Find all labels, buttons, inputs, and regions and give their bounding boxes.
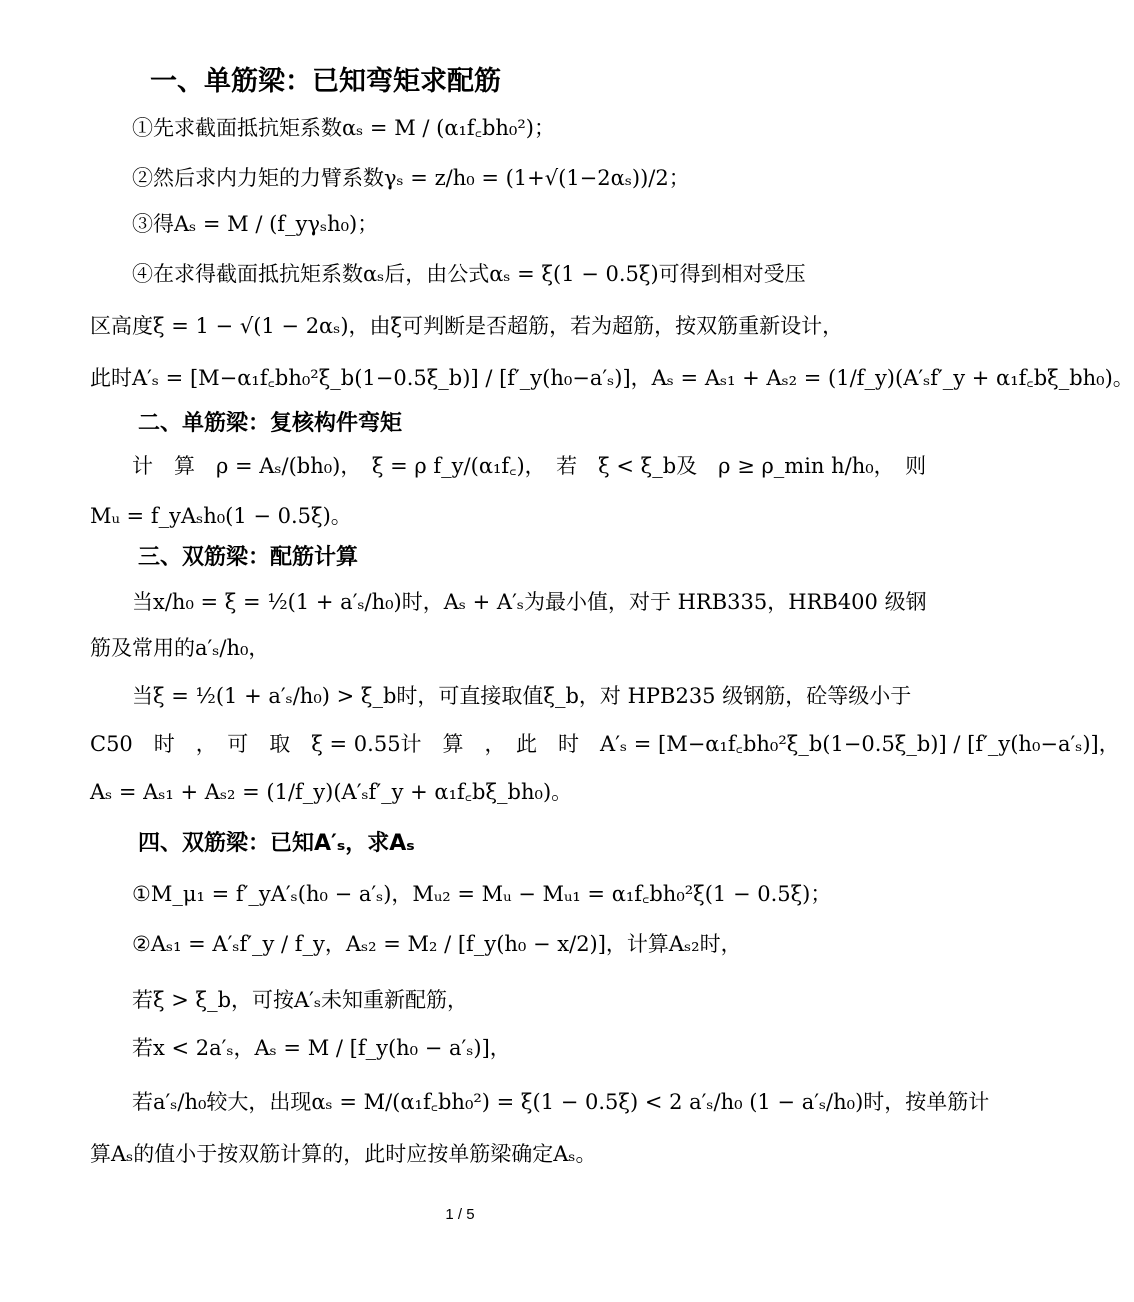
section-1-heading: 一、单筋梁：已知弯矩求配筋 [150,66,501,97]
s3-line2: 筋及常用的a′ₛ/h₀， [90,636,270,660]
s4-line5: 若a′ₛ/h₀较大，出现αₛ = M/(α₁f꜀bh₀²) = ξ(1 − 0.5ξ) < 2 a′ₛ/h₀ (1 − a′ₛ/h₀)时，按单筋计 [132,1090,990,1114]
s1-step4-line3: 此时A′ₛ = [M−α₁f꜀bh₀²ξ_b(1−0.5ξ_b)] / [f′_y(h₀−a′ₛ)]，Aₛ = Aₛ₁ + Aₛ₂ = (1/f_y)(A′ₛf′_y + α₁f꜀bξ_bh₀)。 [90,366,1134,390]
s3-line3: 当ξ = ½(1 + a′ₛ/h₀) > ξ_b时，可直接取值ξ_b，对 HPB235 级钢筋，砼等级小于 [132,684,912,708]
section-3-heading: 三、双筋梁：配筋计算 [138,545,359,570]
s4-line1: ①M_μ₁ = f′_yA′ₛ(h₀ − a′ₛ)，Mᵤ₂ = Mᵤ − Mᵤ₁ = α₁f꜀bh₀²ξ(1 − 0.5ξ)； [132,882,832,906]
s4-line3: 若ξ > ξ_b，可按A′ₛ未知重新配筋， [132,988,469,1012]
s4-line4: 若x < 2a′ₛ，Aₛ = M / [f_y(h₀ − a′ₛ)]， [132,1036,511,1060]
s1-step4-line1: ④在求得截面抵抗矩系数αₛ后，由公式αₛ = ξ(1 − 0.5ξ)可得到相对受压 [132,262,806,286]
section-2-heading: 二、单筋梁：复核构件弯矩 [138,411,403,436]
s2-line2: Mᵤ = f_yAₛh₀(1 − 0.5ξ)。 [90,504,352,528]
s4-line6: 算Aₛ的值小于按双筋计算的，此时应按单筋梁确定Aₛ。 [90,1142,597,1166]
s1-step3: ③得Aₛ = M / (f_yγₛh₀)； [132,212,379,236]
s1-step4-line2: 区高度ξ = 1 − √(1 − 2αₛ)，由ξ可判断是否超筋，若为超筋，按双筋重新设计， [90,314,844,338]
s3-line4: C50 时 ， 可 取 ξ = 0.55计 算 ， 此 时 A′ₛ = [M−α₁f꜀bh₀²ξ_b(1−0.5ξ_b)] / [f′_y(h₀−a′ₛ)]， [90,732,1120,756]
s3-line1: 当x/h₀ = ξ = ½(1 + a′ₛ/h₀)时，Aₛ + A′ₛ为最小值，对于 HRB335，HRB400 级钢 [132,590,927,614]
s2-line1: 计 算 ρ = Aₛ/(bh₀)， ξ = ρ f_y/(α₁f꜀)， 若 ξ < ξ_b及 ρ ≥ ρ_min h/h₀， 则 [132,454,927,478]
s3-line5: Aₛ = Aₛ₁ + Aₛ₂ = (1/f_y)(A′ₛf′_y + α₁f꜀bξ_bh₀)。 [90,780,573,804]
s4-line2: ②Aₛ₁ = A′ₛf′_y / f_y，Aₛ₂ = M₂ / [f_y(h₀ − x/2)]，计算Aₛ₂时， [132,932,742,956]
s1-step1: ①先求截面抵抗矩系数αₛ = M / (α₁f꜀bh₀²)； [132,116,555,140]
page-indicator: 1 / 5 [445,1206,475,1223]
s1-step2: ②然后求内力矩的力臂系数γₛ = z/h₀ = (1+√(1−2αₛ))/2； [132,166,690,190]
section-4-heading: 四、双筋梁：已知A′ₛ，求Aₛ [138,831,415,856]
